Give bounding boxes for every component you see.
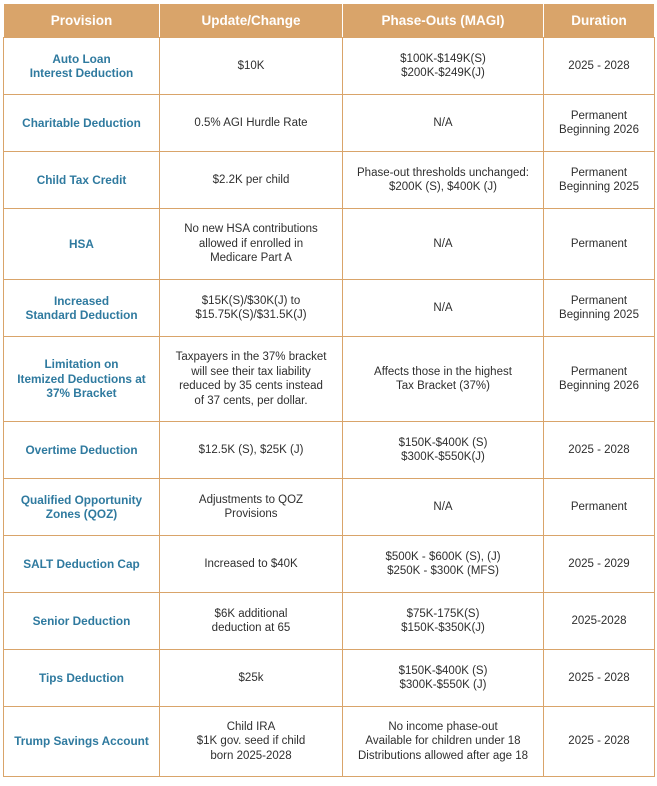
phaseout-cell: N/A <box>343 280 544 337</box>
provision-cell: Auto Loan Interest Deduction <box>4 38 160 95</box>
duration-cell: 2025 - 2028 <box>544 422 655 479</box>
table-row <box>4 650 655 707</box>
phaseout-cell: $75K-175K(S) $150K-$350K(J) <box>343 593 544 650</box>
phaseout-cell: Affects those in the highest Tax Bracket (37%) <box>343 337 544 422</box>
duration-cell: Permanent Beginning 2026 <box>544 337 655 422</box>
phaseout-cell: N/A <box>343 95 544 152</box>
header-update-change: Update/Change <box>160 4 343 38</box>
provision-cell: Trump Savings Account <box>4 707 160 777</box>
duration-cell: 2025 - 2028 <box>544 707 655 777</box>
phaseout-cell: $150K-$400K (S) $300K-$550K (J) <box>343 650 544 707</box>
phaseout-cell: $150K-$400K (S) $300K-$550K(J) <box>343 422 544 479</box>
duration-cell: 2025 - 2028 <box>544 38 655 95</box>
duration-cell: Permanent Beginning 2026 <box>544 95 655 152</box>
table-row <box>4 337 655 422</box>
table-row <box>4 536 655 593</box>
provision-cell: Child Tax Credit <box>4 152 160 209</box>
change-cell: $12.5K (S), $25K (J) <box>160 422 343 479</box>
duration-cell: Permanent <box>544 209 655 280</box>
table-row <box>4 152 655 209</box>
change-cell: Taxpayers in the 37% bracket will see their tax liability reduced by 35 cents instead of 37 cents, per dollar. <box>160 337 343 422</box>
change-cell: Child IRA $1K gov. seed if child born 2025-2028 <box>160 707 343 777</box>
header-duration: Duration <box>544 4 655 38</box>
duration-cell: 2025 - 2029 <box>544 536 655 593</box>
table-row <box>4 95 655 152</box>
change-cell: No new HSA contributions allowed if enrolled in Medicare Part A <box>160 209 343 280</box>
table-row <box>4 280 655 337</box>
change-cell: $25k <box>160 650 343 707</box>
duration-cell: Permanent <box>544 479 655 536</box>
header-provision: Provision <box>4 4 160 38</box>
provision-cell: Limitation on Itemized Deductions at 37% Bracket <box>4 337 160 422</box>
phaseout-cell: N/A <box>343 479 544 536</box>
change-cell: 0.5% AGI Hurdle Rate <box>160 95 343 152</box>
provision-cell: Overtime Deduction <box>4 422 160 479</box>
change-cell: $10K <box>160 38 343 95</box>
header-row <box>4 4 655 38</box>
table-row <box>4 422 655 479</box>
provision-cell: Charitable Deduction <box>4 95 160 152</box>
change-cell: $15K(S)/$30K(J) to $15.75K(S)/$31.5K(J) <box>160 280 343 337</box>
provision-cell: Senior Deduction <box>4 593 160 650</box>
phaseout-cell: $100K-$149K(S) $200K-$249K(J) <box>343 38 544 95</box>
change-cell: Adjustments to QOZ Provisions <box>160 479 343 536</box>
provision-cell: Increased Standard Deduction <box>4 280 160 337</box>
provisions-table-container <box>3 3 654 777</box>
duration-cell: Permanent Beginning 2025 <box>544 280 655 337</box>
provision-cell: SALT Deduction Cap <box>4 536 160 593</box>
provision-cell: Tips Deduction <box>4 650 160 707</box>
change-cell: Increased to $40K <box>160 536 343 593</box>
table-row <box>4 209 655 280</box>
provisions-table <box>3 3 655 777</box>
duration-cell: Permanent Beginning 2025 <box>544 152 655 209</box>
table-row <box>4 707 655 777</box>
provision-cell: HSA <box>4 209 160 280</box>
duration-cell: 2025-2028 <box>544 593 655 650</box>
change-cell: $6K additional deduction at 65 <box>160 593 343 650</box>
phaseout-cell: $500K - $600K (S), (J) $250K - $300K (MFS) <box>343 536 544 593</box>
duration-cell: 2025 - 2028 <box>544 650 655 707</box>
phaseout-cell: N/A <box>343 209 544 280</box>
table-row <box>4 593 655 650</box>
table-row <box>4 38 655 95</box>
header-phase-outs: Phase-Outs (MAGI) <box>343 4 544 38</box>
provision-cell: Qualified Opportunity Zones (QOZ) <box>4 479 160 536</box>
table-row <box>4 479 655 536</box>
phaseout-cell: Phase-out thresholds unchanged: $200K (S), $400K (J) <box>343 152 544 209</box>
phaseout-cell: No income phase-out Available for children under 18 Distributions allowed after age 18 <box>343 707 544 777</box>
change-cell: $2.2K per child <box>160 152 343 209</box>
